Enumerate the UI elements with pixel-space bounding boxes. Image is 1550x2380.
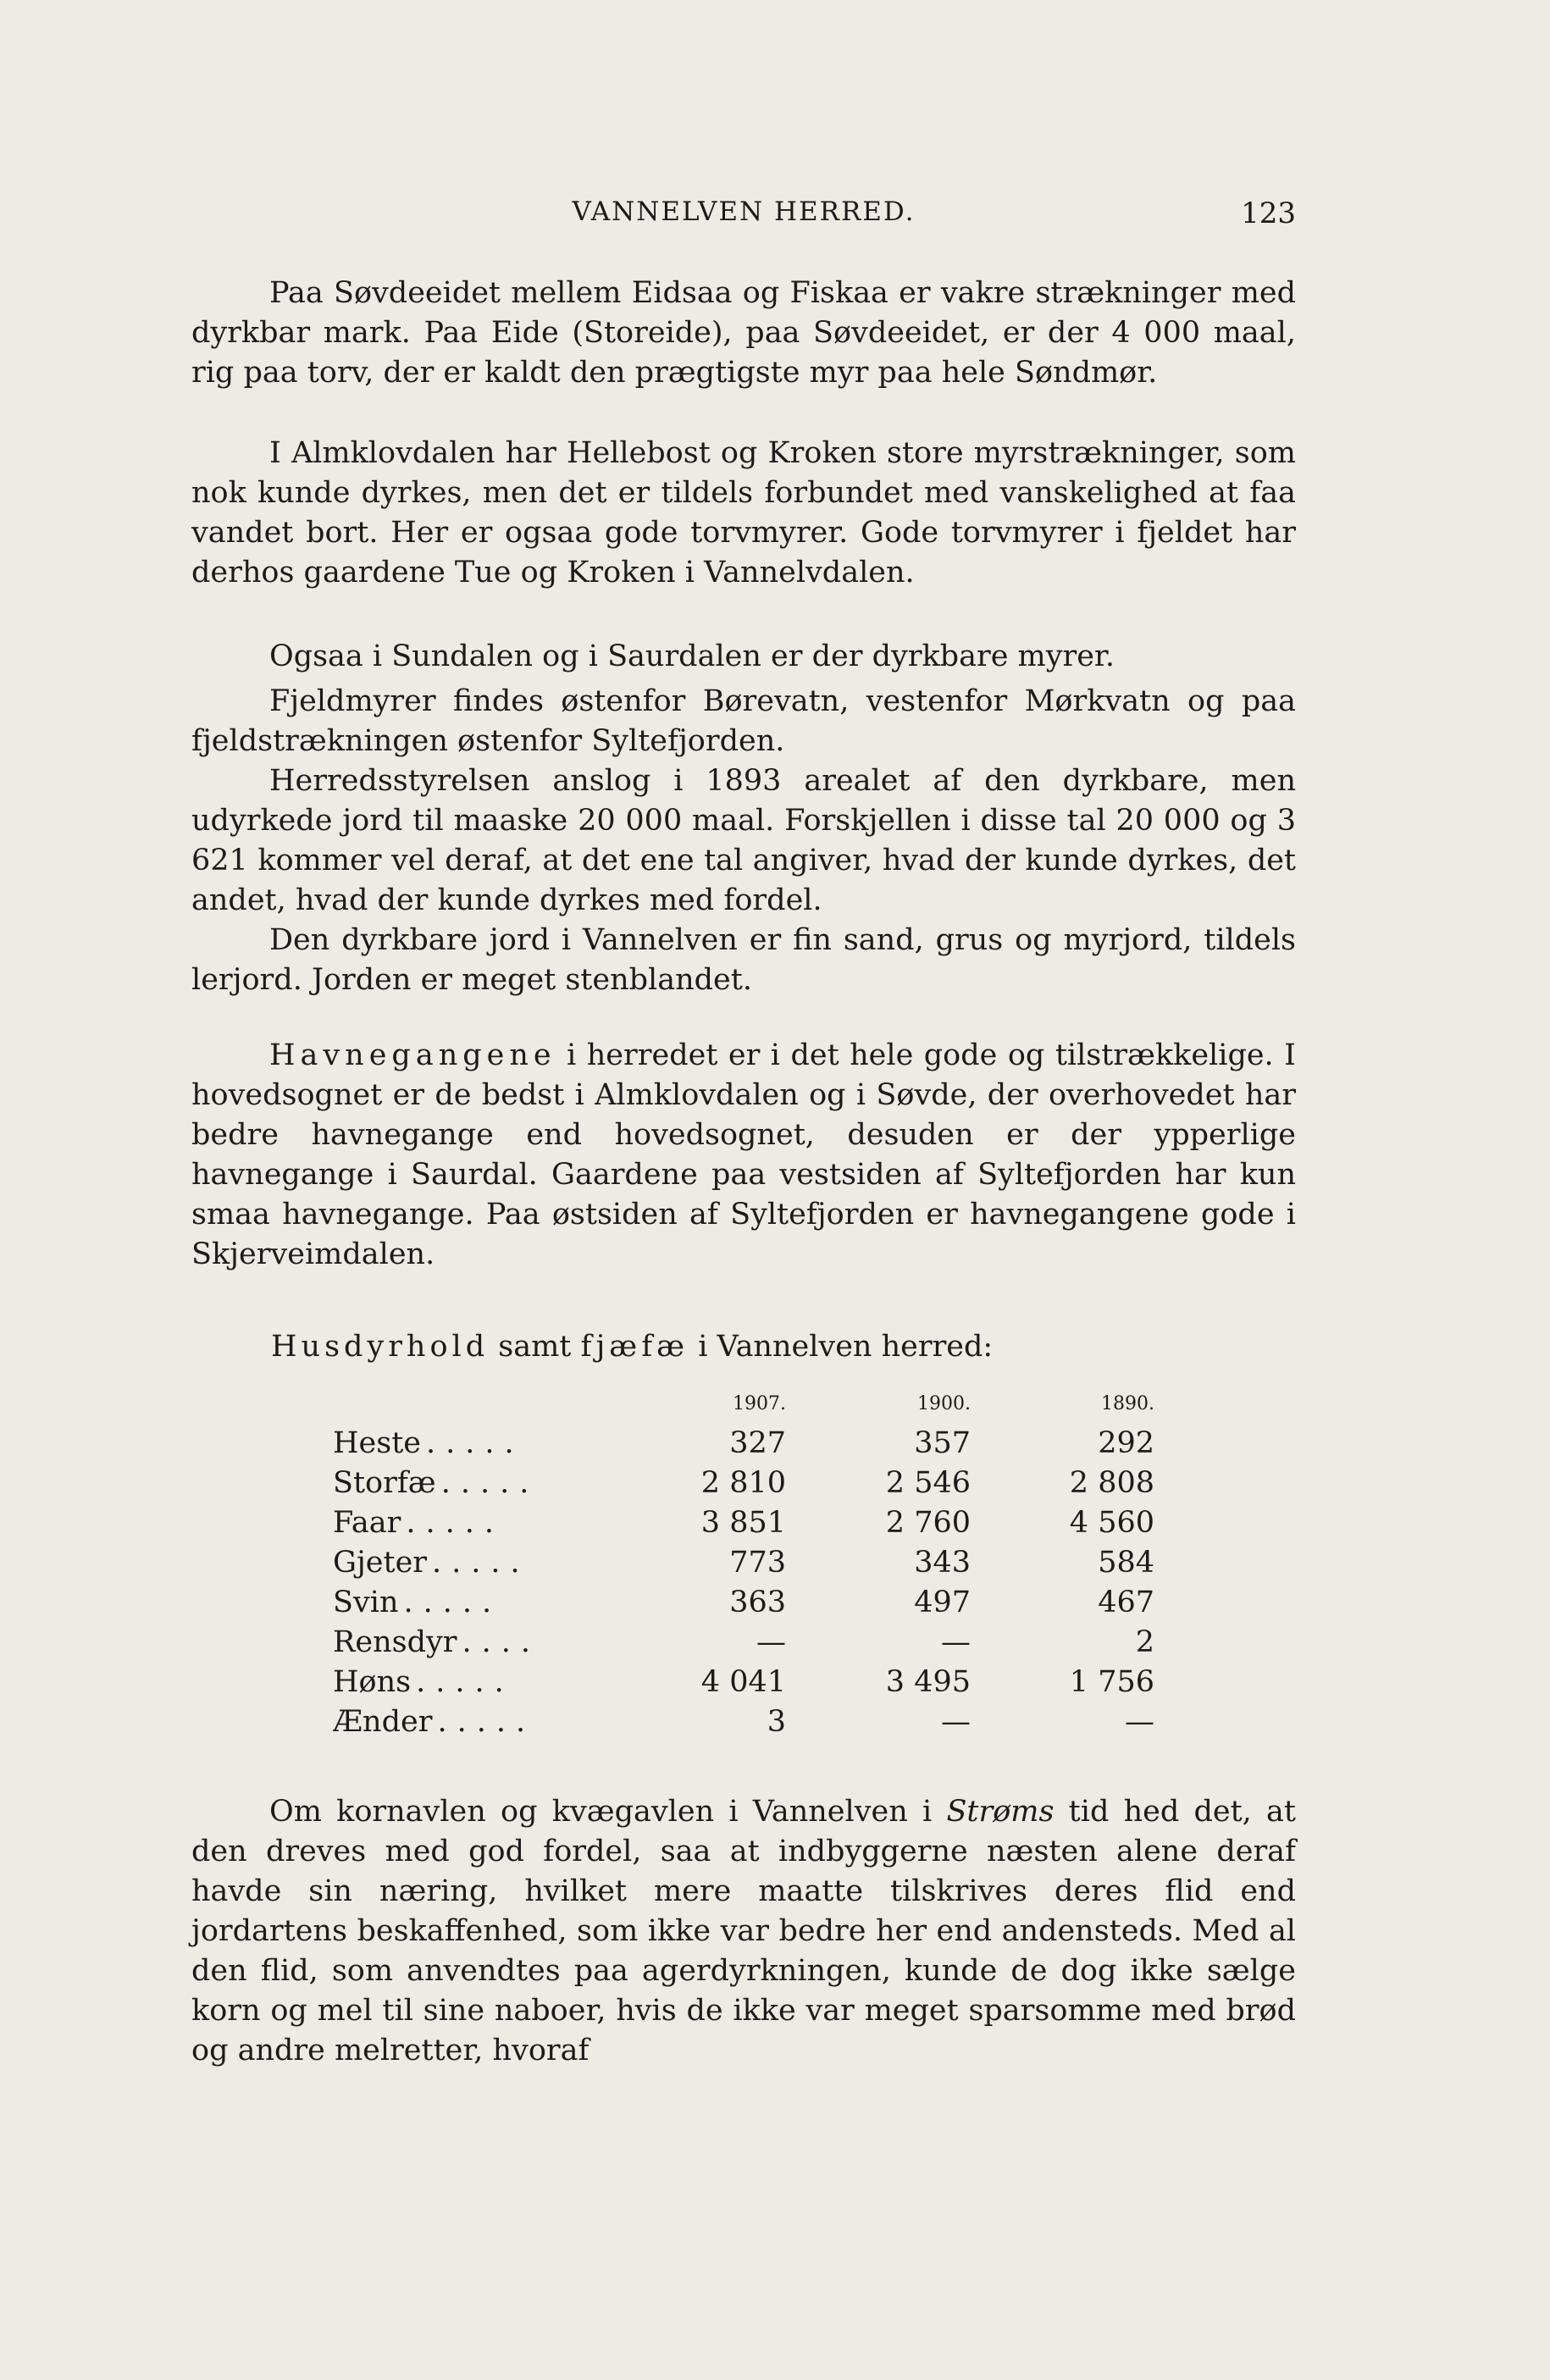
row-label-text: Gjeter	[333, 1546, 428, 1580]
kornavlen-text-start: Om kornavlen og kvægavlen i Vannelven i	[269, 1795, 947, 1829]
row-label-text: Høns	[333, 1665, 412, 1699]
row-label-text: Heste	[333, 1426, 421, 1460]
cell-1907: 3	[767, 1705, 786, 1739]
row-label-text: Rensdyr	[333, 1625, 457, 1659]
cell-1907: —	[756, 1625, 786, 1659]
table-title-end: i Vannelven herred:	[689, 1330, 994, 1364]
kornavlen-text-end: tid hed det, at den dreves med god fordel, saa at indbyggerne næsten alene deraf havde sin næring, hvilket mere maatte tilskrives deres flid end jordartens beskaffenhed, som ikke var bedre her end andensteds. Med al den flid, som anvendtes paa agerdyrkningen, kunde de dog ikke sælge korn og mel til sine naboer, hvis de ikke var meget sparsomme med brød og andre melretter, hvoraf	[191, 1795, 1296, 2067]
cell-1907: 4 041	[700, 1665, 786, 1699]
cell-1890: 584	[1098, 1546, 1154, 1580]
row-label: Høns .....	[333, 1665, 514, 1699]
row-label: Gjeter .....	[333, 1546, 530, 1580]
havnegangene-text: i herredet er i det hele gode og tilstrækkelige. I hovedsognet er de bedst i Almklovdalen og i Søvde, der overhovedet har bedre havnegange end hovedsognet, desuden er der ypperlige havnegange i Saurdal. Gaardene paa vestsiden af Syltefjorden har kun smaa havnegange. Paa østsiden af Syltefjorden er havnegangene gode i Skjerveimdalen.	[191, 1038, 1296, 1271]
table-title-husdyrhold: Husdyrhold	[271, 1330, 490, 1364]
table-year-headers	[333, 1393, 1154, 1424]
table-title-fjaefae: fjæfæ	[580, 1330, 689, 1364]
paragraph-havnegangene	[191, 1036, 1296, 1275]
cell-1890: 4 560	[1069, 1506, 1154, 1540]
row-label-text: Svin	[333, 1586, 399, 1619]
row-label: Ænder .....	[333, 1705, 536, 1739]
year-header-1907: 1907.	[733, 1393, 786, 1414]
paragraph-dyrkbare-jord: Den dyrkbare jord i Vannelven er fin sand, grus og myrjord, tildels lerjord. Jorden er meget stenblandet.	[191, 923, 1296, 997]
table-row	[333, 1702, 1154, 1742]
paragraph-almklovdalen: I Almklovdalen har Hellebost og Kroken store myrstrækninger, som nok kunde dyrkes, men det er tildels forbundet med vanskelighed at faa vandet bort. Her er ogsaa gode torvmyrer. Gode torvmyrer i fjeldet har derhos gaardene Tue og Kroken i Vannelvdalen.	[191, 436, 1296, 589]
table-row	[333, 1663, 1154, 1702]
row-label: Heste .....	[333, 1426, 524, 1460]
running-title: VANNELVEN HERRED.	[572, 196, 916, 227]
cell-1890: 2	[1135, 1625, 1154, 1659]
table-title-samt: samt	[489, 1330, 581, 1364]
cell-1907: 327	[729, 1426, 786, 1460]
page-number: 123	[1241, 196, 1296, 230]
running-header	[191, 196, 1296, 239]
cell-1900: —	[941, 1705, 971, 1739]
livestock-table	[333, 1393, 1154, 1742]
cell-1900: 3 495	[885, 1665, 971, 1699]
row-label-text: Storfæ	[333, 1466, 436, 1500]
table-row	[333, 1543, 1154, 1583]
row-label: Rensdyr ....	[333, 1625, 540, 1659]
table-row	[333, 1623, 1154, 1663]
table-row	[333, 1503, 1154, 1543]
table-title	[271, 1327, 993, 1367]
row-label-text: Faar	[333, 1506, 401, 1540]
year-header-1890: 1890.	[1101, 1393, 1154, 1414]
table-row	[333, 1464, 1154, 1503]
cell-1907: 773	[729, 1546, 786, 1580]
paragraph-fjeldmyrer: Fjeldmyrer findes østenfor Børevatn, vestenfor Mørkvatn og paa fjeldstrækningen østenfor Syltefjorden.	[191, 684, 1296, 758]
paragraph-kornavlen	[191, 1792, 1296, 2071]
cell-1900: 2 546	[885, 1466, 971, 1500]
cell-1890: 467	[1098, 1586, 1154, 1619]
year-header-1900: 1900.	[917, 1393, 971, 1414]
row-label: Storfæ .....	[333, 1466, 540, 1500]
cell-1900: 497	[914, 1586, 971, 1619]
cell-1890: 1 756	[1069, 1665, 1154, 1699]
cell-1900: 2 760	[885, 1506, 971, 1540]
row-label: Svin .....	[333, 1586, 502, 1619]
cell-1907: 2 810	[700, 1466, 786, 1500]
table-row	[333, 1424, 1154, 1464]
cell-1890: —	[1125, 1705, 1154, 1739]
paragraph-sovdeeidet: Paa Søvdeeidet mellem Eidsaa og Fiskaa er vakre strækninger med dyrkbar mark. Paa Eide (Storeide), paa Søvdeeidet, er der 4 000 maal, rig paa torv, der er kaldt den prægtigste myr paa hele Søndmør.	[191, 276, 1296, 390]
havnegangene-lead: Havnegangene	[269, 1038, 556, 1072]
cell-1900: 343	[914, 1546, 971, 1580]
paragraph-sundalen: Ogsaa i Sundalen og i Saurdalen er der dyrkbare myrer.	[269, 639, 1115, 673]
cell-1907: 3 851	[700, 1506, 786, 1540]
cell-1900: —	[941, 1625, 971, 1659]
cell-1890: 2 808	[1069, 1466, 1154, 1500]
kornavlen-italic: Strøms	[946, 1795, 1055, 1829]
row-label: Faar .....	[333, 1506, 505, 1540]
cell-1890: 292	[1098, 1426, 1154, 1460]
cell-1907: 363	[729, 1586, 786, 1619]
cell-1900: 357	[914, 1426, 971, 1460]
table-row	[333, 1583, 1154, 1623]
paragraph-herredsstyrelsen: Herredsstyrelsen anslog i 1893 arealet af den dyrkbare, men udyrkede jord til maaske 20 000 maal. Forskjellen i disse tal 20 000 og 3 621 kommer vel deraf, at det ene tal angiver, hvad der kunde dyrkes, det andet, hvad der kunde dyrkes med fordel.	[191, 764, 1296, 917]
row-label-text: Ænder	[333, 1705, 433, 1739]
